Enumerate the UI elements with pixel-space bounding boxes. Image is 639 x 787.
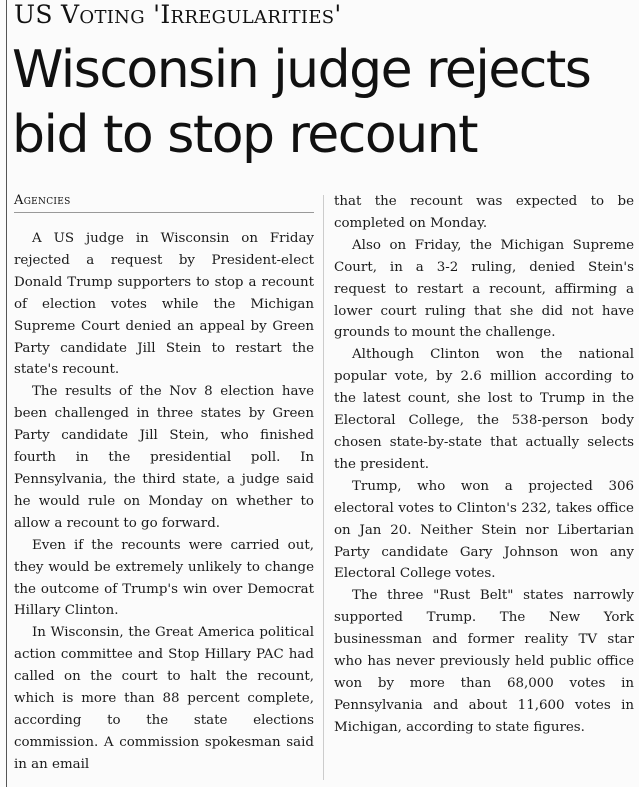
paragraph: The results of the Nov 8 election have been challenged in three states by Green Party candidate Jill Stein, who finished fourth in the presidential poll. In Pennsylvania, the third state, a judge said he would rule on Monday on whether to allow a recount to go forward. — [14, 384, 314, 531]
paragraph: Trump, who won a projected 306 electoral votes to Clinton's 232, takes office on Jan 20. Neither Stein nor Libertarian Party candidate Gary Johnson won any Electoral College votes. — [334, 478, 634, 582]
paragraph-continued: that the recount was expected to be completed on Monday. — [334, 194, 634, 231]
column-divider — [323, 195, 324, 780]
paragraph: Although Clinton won the national popular vote, by 2.6 million according to the latest count, she lost to Trump in the Electoral College, the 538-person body chosen state-by-state that actually selects the president. — [334, 347, 634, 472]
paragraph: Even if the recounts were carried out, they would be extremely unlikely to change the outcome of Trump's win over Democrat Hillary Clinton. — [14, 537, 314, 619]
article-column-left — [14, 228, 314, 776]
byline: Agencies — [14, 193, 314, 213]
paragraph: The three "Rust Belt" states narrowly supported Trump. The New York businessman and former reality TV star who has never previously held public office won by more than 68,000 votes in Pennsylvania and about 11,600 votes in Michigan, according to state figures. — [334, 588, 634, 735]
article-column-right — [334, 191, 634, 739]
paragraph: Also on Friday, the Michigan Supreme Court, in a 3-2 ruling, denied Stein's request to restart a recount, affirming a lower court ruling that she did not have grounds to mount the challenge. — [334, 237, 634, 341]
headline: Wisconsin judge rejects bid to stop recount — [12, 40, 591, 165]
left-border-rule — [6, 0, 7, 787]
paragraph: A US judge in Wisconsin on Friday rejected a request by President-elect Donald Trump supporters to stop a recount of election votes while the Michigan Supreme Court denied an appeal by Green Party candidate Jill Stein to restart the state's recount. — [14, 231, 314, 378]
section-kicker: US Voting 'Irregularities' — [14, 0, 342, 29]
paragraph: In Wisconsin, the Great America political action committee and Stop Hillary PAC had called on the court to halt the recount, which is more than 88 percent complete, according to the state elections commission. A commission spokesman said in an email — [14, 625, 314, 772]
